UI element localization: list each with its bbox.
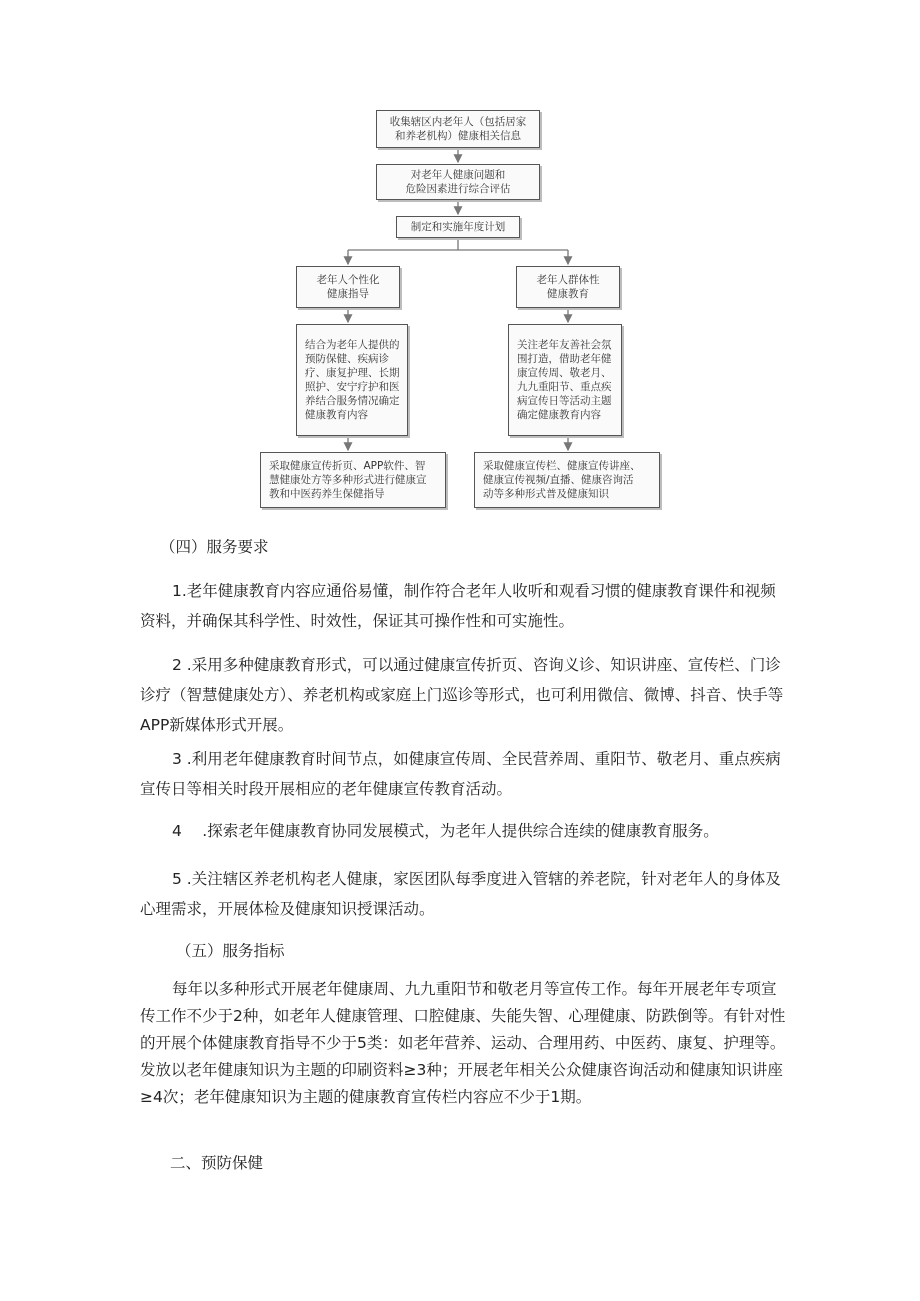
next-section-heading: 二、预防保健 — [170, 1154, 264, 1172]
flow-step-annual-plan: 制定和实施年度计划 — [396, 216, 520, 238]
service-indicators-body: 每年以多种形式开展老年健康周、九九重阳节和敬老月等宣传工作。每年开展老年专项宣传工作不少于2种，如老年人健康管理、口腔健康、失能失智、心理健康、防跌倒等。有针对性的开展个体健康教育指导不少于5类：如老年营养、运动、合理用药、中医药、康复、护理等。发放以老年健康知识为主题的印刷资料≥3种；开展老年相关公众健康咨询活动和健康知识讲座≥4次；老年健康知识为主题的健康教育宣传栏内容应不少于1期。 — [140, 980, 786, 1106]
requirement-item-4: 4 .探索老年健康教育协同发展模式，为老年人提供综合连续的健康教育服务。 — [172, 822, 719, 840]
requirement-item-2: 2 .采用多种健康教育形式，可以通过健康宣传折页、咨询义诊、知识讲座、宣传栏、门诊诊疗（智慧健康处方）、养老机构或家庭上门巡诊等形式，也可利用微信、微博、抖音、快手等APP新媒体形式开展。 — [140, 656, 784, 734]
flow-right-title: 老年人群体性 健康教育 — [516, 266, 620, 308]
flow-step-assess: 对老年人健康问题和 危险因素进行综合评估 — [376, 164, 540, 200]
flowchart — [0, 0, 920, 520]
requirement-item-3: 3 .利用老年健康教育时间节点，如健康宣传周、全民营养周、重阳节、敬老月、重点疾病宣传日等相关时段开展相应的老年健康宣传教育活动。 — [140, 750, 781, 798]
section4-heading: （四）服务要求 — [160, 538, 269, 556]
flow-left-title: 老年人个性化 健康指导 — [296, 266, 400, 308]
section5-heading: （五）服务指标 — [176, 942, 285, 960]
flow-step-collect-info: 收集辖区内老年人（包括居家 和养老机构）健康相关信息 — [376, 110, 540, 148]
flow-left-content: 结合为老年人提供的 预防保健、疾病诊 疗、康复护理、长期 照护、安宁疗护和医 养结合服务情况确定 健康教育内容 — [296, 324, 408, 436]
flow-right-method: 采取健康宣传栏、健康宣传讲座、 健康宣传视频/直播、健康咨询活 动等多种形式普及健康知识 — [474, 452, 660, 508]
flowchart-connectors — [0, 0, 920, 520]
flow-right-content: 关注老年友善社会氛 围打造，借助老年健 康宣传周、敬老月、 九九重阳节、重点疾 病宣传日等活动主题 确定健康教育内容 — [508, 324, 622, 436]
flow-left-method: 采取健康宣传折页、APP软件、智 慧健康处方等多种形式进行健康宣 教和中医药养生保健指导 — [260, 452, 446, 508]
requirement-item-5: 5 .关注辖区养老机构老人健康，家医团队每季度进入管辖的养老院，针对老年人的身体及心理需求，开展体检及健康知识授课活动。 — [140, 870, 781, 918]
requirement-item-1: 1.老年健康教育内容应通俗易懂，制作符合老年人收听和观看习惯的健康教育课件和视频资料，并确保其科学性、时效性，保证其可操作性和可实施性。 — [140, 582, 776, 630]
